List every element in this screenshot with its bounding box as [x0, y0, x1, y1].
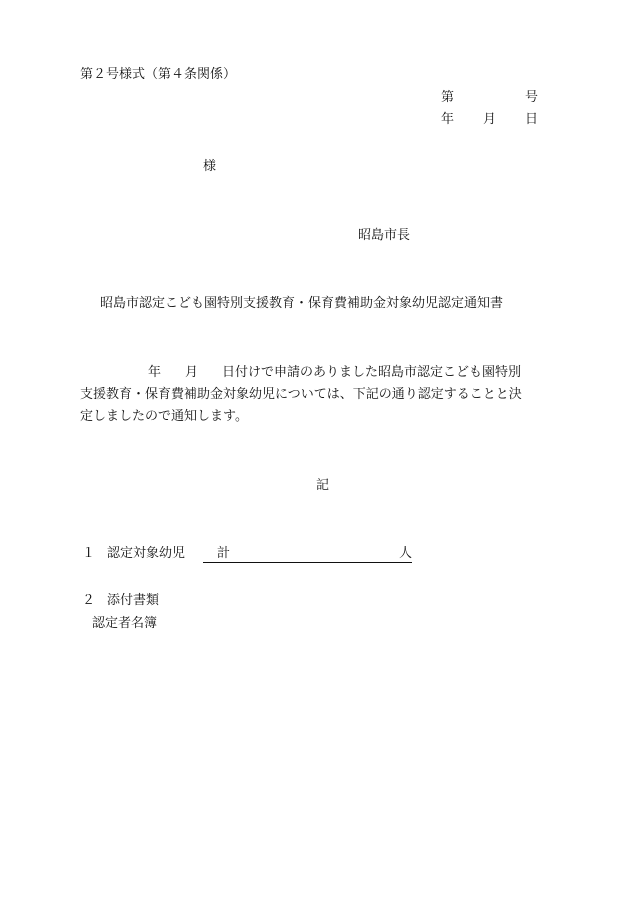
date-year-label: 年 — [441, 112, 455, 127]
notice-body — [80, 362, 550, 428]
body-month: 月 — [185, 365, 199, 380]
document-title: 昭島市認定こども園特別支援教育・保育費補助金対象幼児認定通知書 — [100, 296, 504, 311]
ki-heading: 記 — [316, 478, 330, 493]
child-count-total-label: 計 — [217, 546, 231, 561]
date-day-label: 日 — [525, 112, 539, 127]
body-year: 年 — [148, 365, 162, 380]
child-count-unit: 人 — [399, 546, 413, 561]
item-2-label: 添付書類 — [107, 593, 160, 608]
body-line1-rest: 日付けで申請のありました昭島市認定こども園特別 — [222, 365, 522, 380]
document-number-prefix: 第 — [441, 90, 455, 105]
child-count-field — [203, 546, 412, 563]
item-2-number: ２ — [82, 593, 96, 608]
document-number-suffix: 号 — [525, 90, 539, 105]
item-1-number: １ — [82, 546, 96, 561]
body-line-2: 支援教育・保育費補助金対象幼児については、下記の通り認定することと決 — [80, 387, 522, 402]
date-month-label: 月 — [483, 112, 497, 127]
item-1-label: 認定対象幼児 — [107, 546, 186, 561]
attachment-name: 認定者名簿 — [92, 616, 158, 631]
body-line-1 — [80, 362, 550, 384]
addressee-honorific: 様 — [203, 159, 217, 174]
body-line-3: 定しましたので通知します。 — [80, 409, 248, 424]
sender-name: 昭島市長 — [358, 228, 411, 243]
form-number-label: 第２号様式（第４条関係） — [80, 67, 237, 82]
